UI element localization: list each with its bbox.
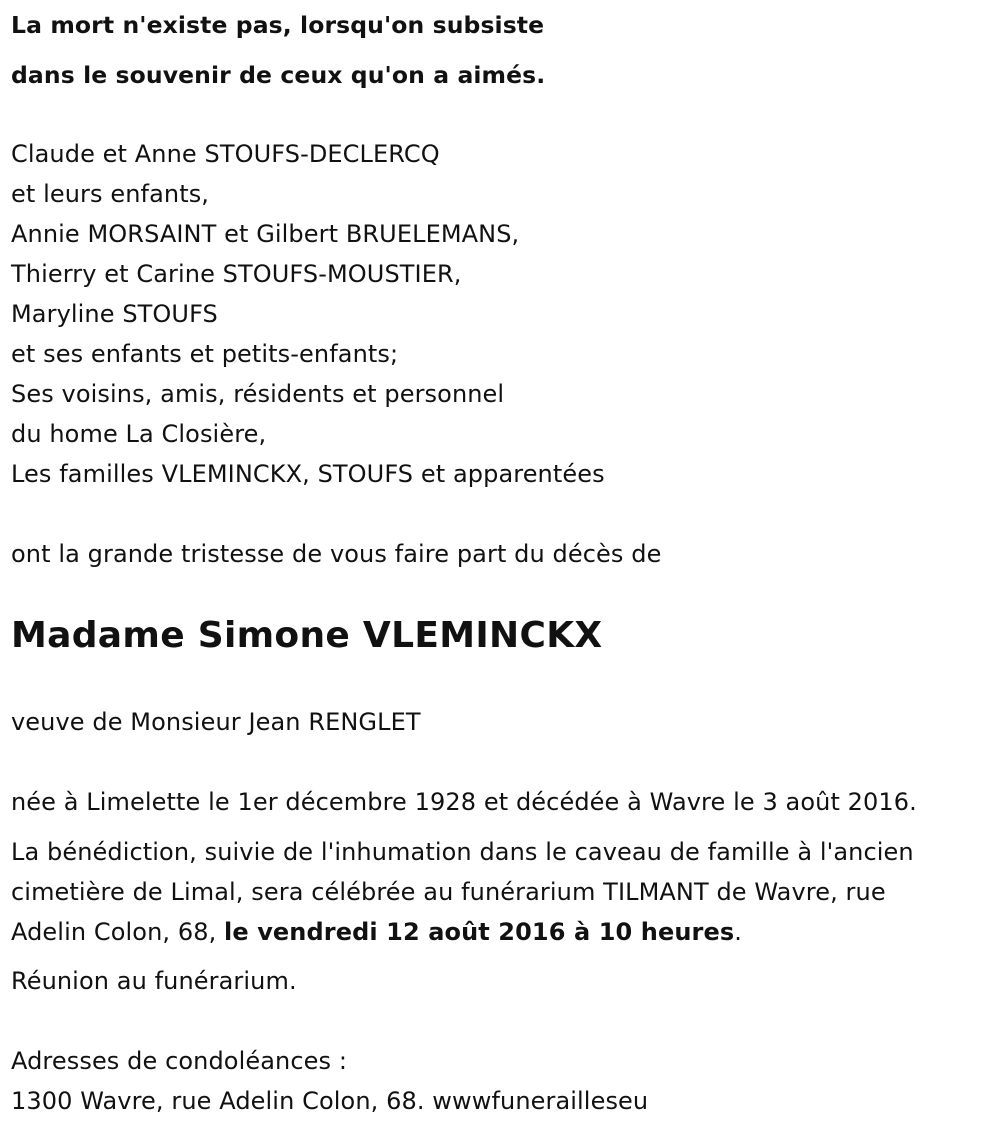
ceremony-line-3 bbox=[11, 917, 742, 947]
epigraph-line-2: dans le souvenir de ceux qu'on a aimés. bbox=[11, 61, 546, 89]
condolences-address: 1300 Wavre, rue Adelin Colon, 68. wwwfunerailleseu bbox=[11, 1087, 649, 1115]
family-line: Maryline STOUFS bbox=[11, 300, 218, 328]
family-line: Annie MORSAINT et Gilbert BRUELEMANS, bbox=[11, 220, 520, 248]
family-line: Claude et Anne STOUFS-DECLERCQ bbox=[11, 140, 440, 168]
family-line: Ses voisins, amis, résidents et personnel bbox=[11, 380, 505, 408]
widow-of-text: veuve de Monsieur Jean RENGLET bbox=[11, 708, 421, 736]
deceased-name: Madame Simone VLEMINCKX bbox=[11, 615, 603, 656]
ceremony-line-2: cimetière de Limal, sera célébrée au funérarium TILMANT de Wavre, rue bbox=[11, 878, 886, 906]
family-line: du home La Closière, bbox=[11, 420, 267, 448]
birth-death-text: née à Limelette le 1er décembre 1928 et décédée à Wavre le 3 août 2016. bbox=[11, 788, 917, 816]
family-line: et leurs enfants, bbox=[11, 180, 210, 208]
family-line: et ses enfants et petits-enfants; bbox=[11, 340, 399, 368]
family-line: Thierry et Carine STOUFS-MOUSTIER, bbox=[11, 260, 462, 288]
epigraph-line-1: La mort n'existe pas, lorsqu'on subsiste bbox=[11, 11, 545, 39]
ceremony-datetime: le vendredi 12 août 2016 à 10 heures bbox=[224, 918, 735, 946]
announcement-text: ont la grande tristesse de vous faire part du décès de bbox=[11, 540, 662, 568]
family-line: Les familles VLEMINCKX, STOUFS et apparentées bbox=[11, 460, 605, 488]
ceremony-address: Adelin Colon, 68, bbox=[11, 918, 225, 946]
meeting-text: Réunion au funérarium. bbox=[11, 967, 297, 995]
ceremony-line-1: La bénédiction, suivie de l'inhumation dans le caveau de famille à l'ancien bbox=[11, 838, 914, 866]
ceremony-period: . bbox=[734, 918, 742, 946]
condolences-label: Adresses de condoléances : bbox=[11, 1047, 348, 1075]
